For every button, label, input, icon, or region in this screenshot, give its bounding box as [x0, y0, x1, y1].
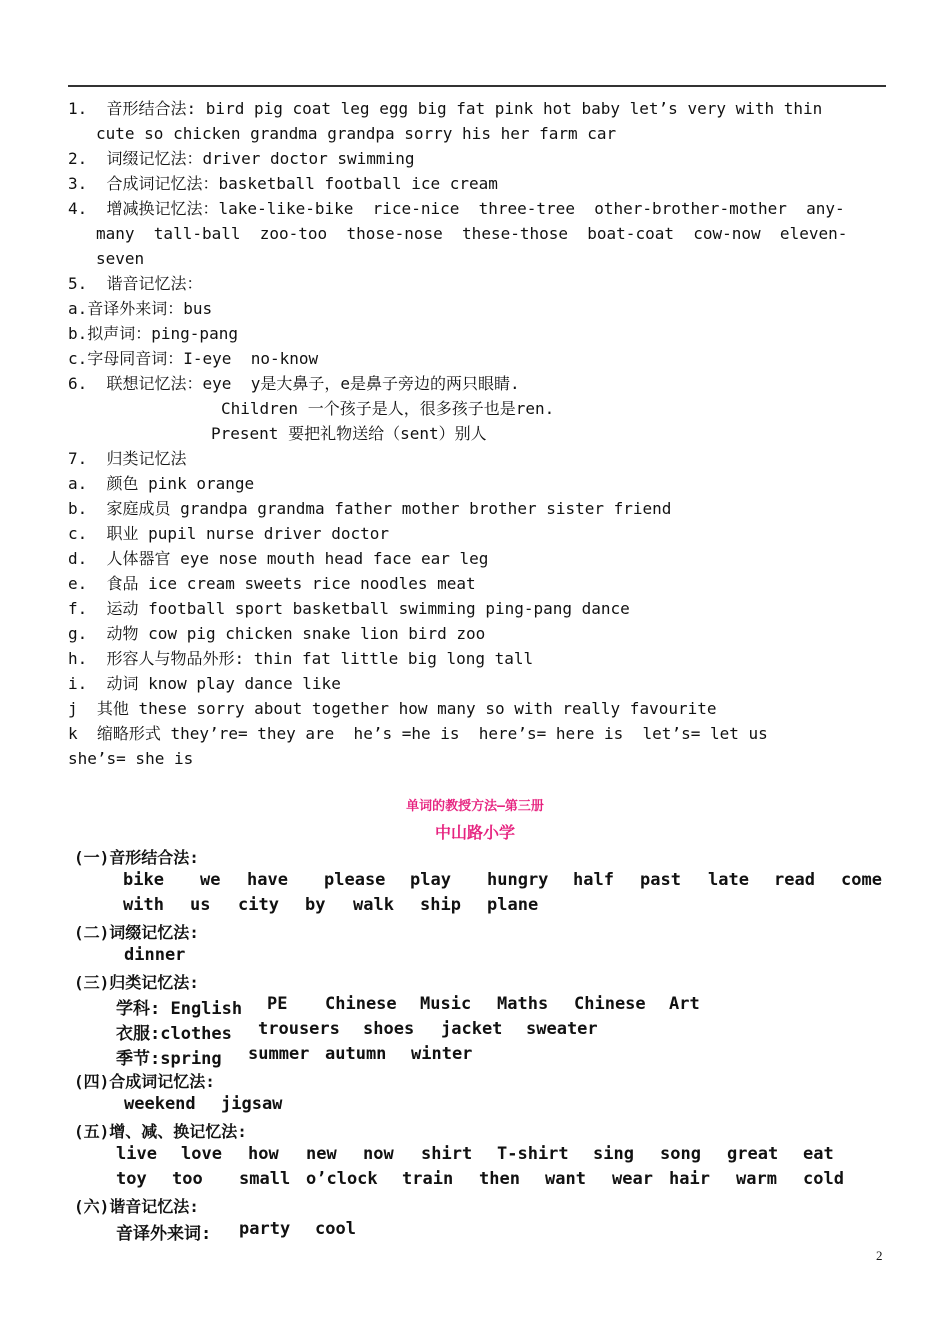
text-line: Present 要把礼物送给（sent）别人 — [211, 424, 487, 443]
text-line: a.音译外来词：bus — [68, 299, 213, 318]
word: eat — [803, 1144, 834, 1164]
word: cold — [803, 1169, 844, 1189]
text-line: many tall-ball zoo-too those-nose these-those boat-coat cow-now eleven- — [96, 224, 848, 243]
text-line: c.字母同音词：I-eye no-know — [68, 349, 319, 368]
word: 季节:spring — [116, 1049, 222, 1069]
section-heading: (三)归类记忆法: — [74, 973, 199, 992]
text-line: e. 食品 ice cream sweets rice noodles meat — [68, 574, 476, 593]
text-line: g. 动物 cow pig chicken snake lion bird zoo — [68, 624, 486, 643]
word: jacket — [441, 1019, 503, 1039]
word: great — [727, 1144, 779, 1164]
word: shirt — [421, 1144, 473, 1164]
word: late — [708, 870, 749, 890]
word: trousers — [258, 1019, 340, 1039]
text-line: k 缩略形式 they’re= they are he’s =he is here’s= here is let’s= let us — [68, 724, 768, 743]
word: shoes — [363, 1019, 415, 1039]
word: by — [305, 895, 326, 915]
text-line: f. 运动 football sport basketball swimming ping-pang dance — [68, 599, 630, 618]
text-line: she’s= she is — [68, 749, 194, 768]
word: hungry — [487, 870, 549, 890]
word: jigsaw — [221, 1094, 283, 1114]
word: Maths — [497, 994, 549, 1014]
text-line: cute so chicken grandma grandpa sorry his her farm car — [96, 124, 617, 143]
text-line: seven — [96, 249, 145, 268]
word: dinner — [124, 945, 186, 965]
section-title: 单词的教授方法—第三册 — [406, 799, 544, 814]
word: autumn — [325, 1044, 387, 1064]
word: hair — [669, 1169, 710, 1189]
text-line: 7. 归类记忆法 — [68, 449, 187, 468]
section-heading: (六)谐音记忆法: — [74, 1197, 199, 1216]
text-line: 1. 音形结合法: bird pig coat leg egg big fat pink hot baby let’s very with thin — [68, 99, 823, 118]
word: how — [248, 1144, 279, 1164]
word: new — [306, 1144, 337, 1164]
word: winter — [411, 1044, 473, 1064]
section-heading: (二)词缀记忆法: — [74, 923, 199, 942]
word: too — [172, 1169, 203, 1189]
word: bike — [123, 870, 164, 890]
text-line: d. 人体器官 eye nose mouth head face ear leg — [68, 549, 489, 568]
word: want — [545, 1169, 586, 1189]
word: please — [324, 870, 386, 890]
word: 学科: English — [116, 999, 243, 1019]
word: live — [116, 1144, 157, 1164]
text-line: i. 动词 know play dance like — [68, 674, 341, 693]
word: summer — [248, 1044, 310, 1064]
word: ship — [420, 895, 461, 915]
word: party — [239, 1219, 291, 1239]
word: small — [239, 1169, 291, 1189]
word: sweater — [526, 1019, 598, 1039]
word: walk — [353, 895, 394, 915]
word: sing — [593, 1144, 634, 1164]
text-line: 6. 联想记忆法：eye y是大鼻子，e是鼻子旁边的两只眼睛. — [68, 374, 520, 393]
word: with — [123, 895, 164, 915]
section-heading: (一)音形结合法: — [74, 848, 199, 867]
school-name: 中山路小学 — [434, 823, 515, 842]
word: we — [200, 870, 221, 890]
word: come — [841, 870, 882, 890]
text-line: b. 家庭成员 grandpa grandma father mother brother sister friend — [68, 499, 672, 518]
text-line: c. 职业 pupil nurse driver doctor — [68, 524, 389, 543]
word: o’clock — [306, 1169, 378, 1189]
word: past — [640, 870, 681, 890]
text-line: 2. 词缀记忆法：driver doctor swimming — [68, 149, 415, 168]
word: T-shirt — [497, 1144, 569, 1164]
word: city — [238, 895, 279, 915]
word: now — [363, 1144, 394, 1164]
word: song — [660, 1144, 701, 1164]
page-number: 2 — [876, 1248, 883, 1263]
word: play — [410, 870, 451, 890]
word: cool — [315, 1219, 356, 1239]
word: then — [479, 1169, 520, 1189]
text-line: j 其他 these sorry about together how many so with really favourite — [68, 699, 717, 718]
word: love — [181, 1144, 222, 1164]
word: read — [774, 870, 815, 890]
text-line: h. 形容人与物品外形: thin fat little big long tall — [68, 649, 534, 668]
word: Chinese — [574, 994, 646, 1014]
text-line: 5. 谐音记忆法： — [68, 274, 203, 293]
section-heading: (五)增、减、换记忆法: — [74, 1122, 247, 1141]
word: 衣服:clothes — [116, 1024, 232, 1044]
text-line: 3. 合成词记忆法：basketball football ice cream — [68, 174, 498, 193]
word: toy — [116, 1169, 147, 1189]
header-rule — [68, 85, 886, 87]
word: train — [402, 1169, 454, 1189]
text-line: a. 颜色 pink orange — [68, 474, 255, 493]
text-line: Children 一个孩子是人，很多孩子也是ren. — [221, 399, 555, 418]
word: Music — [420, 994, 472, 1014]
text-line: 4. 增减换记忆法：lake-like-bike rice-nice three-tree other-brother-mother any- — [68, 199, 845, 218]
word: half — [573, 870, 614, 890]
word: Art — [669, 994, 700, 1014]
word: warm — [736, 1169, 777, 1189]
word: PE — [267, 994, 288, 1014]
word: plane — [487, 895, 539, 915]
text-line: b.拟声词：ping-pang — [68, 324, 238, 343]
word: Chinese — [325, 994, 397, 1014]
word: us — [190, 895, 211, 915]
word: weekend — [124, 1094, 196, 1114]
word: have — [247, 870, 288, 890]
word: wear — [612, 1169, 653, 1189]
word: 音译外来词: — [116, 1224, 212, 1244]
section-heading: (四)合成词记忆法: — [74, 1072, 215, 1091]
